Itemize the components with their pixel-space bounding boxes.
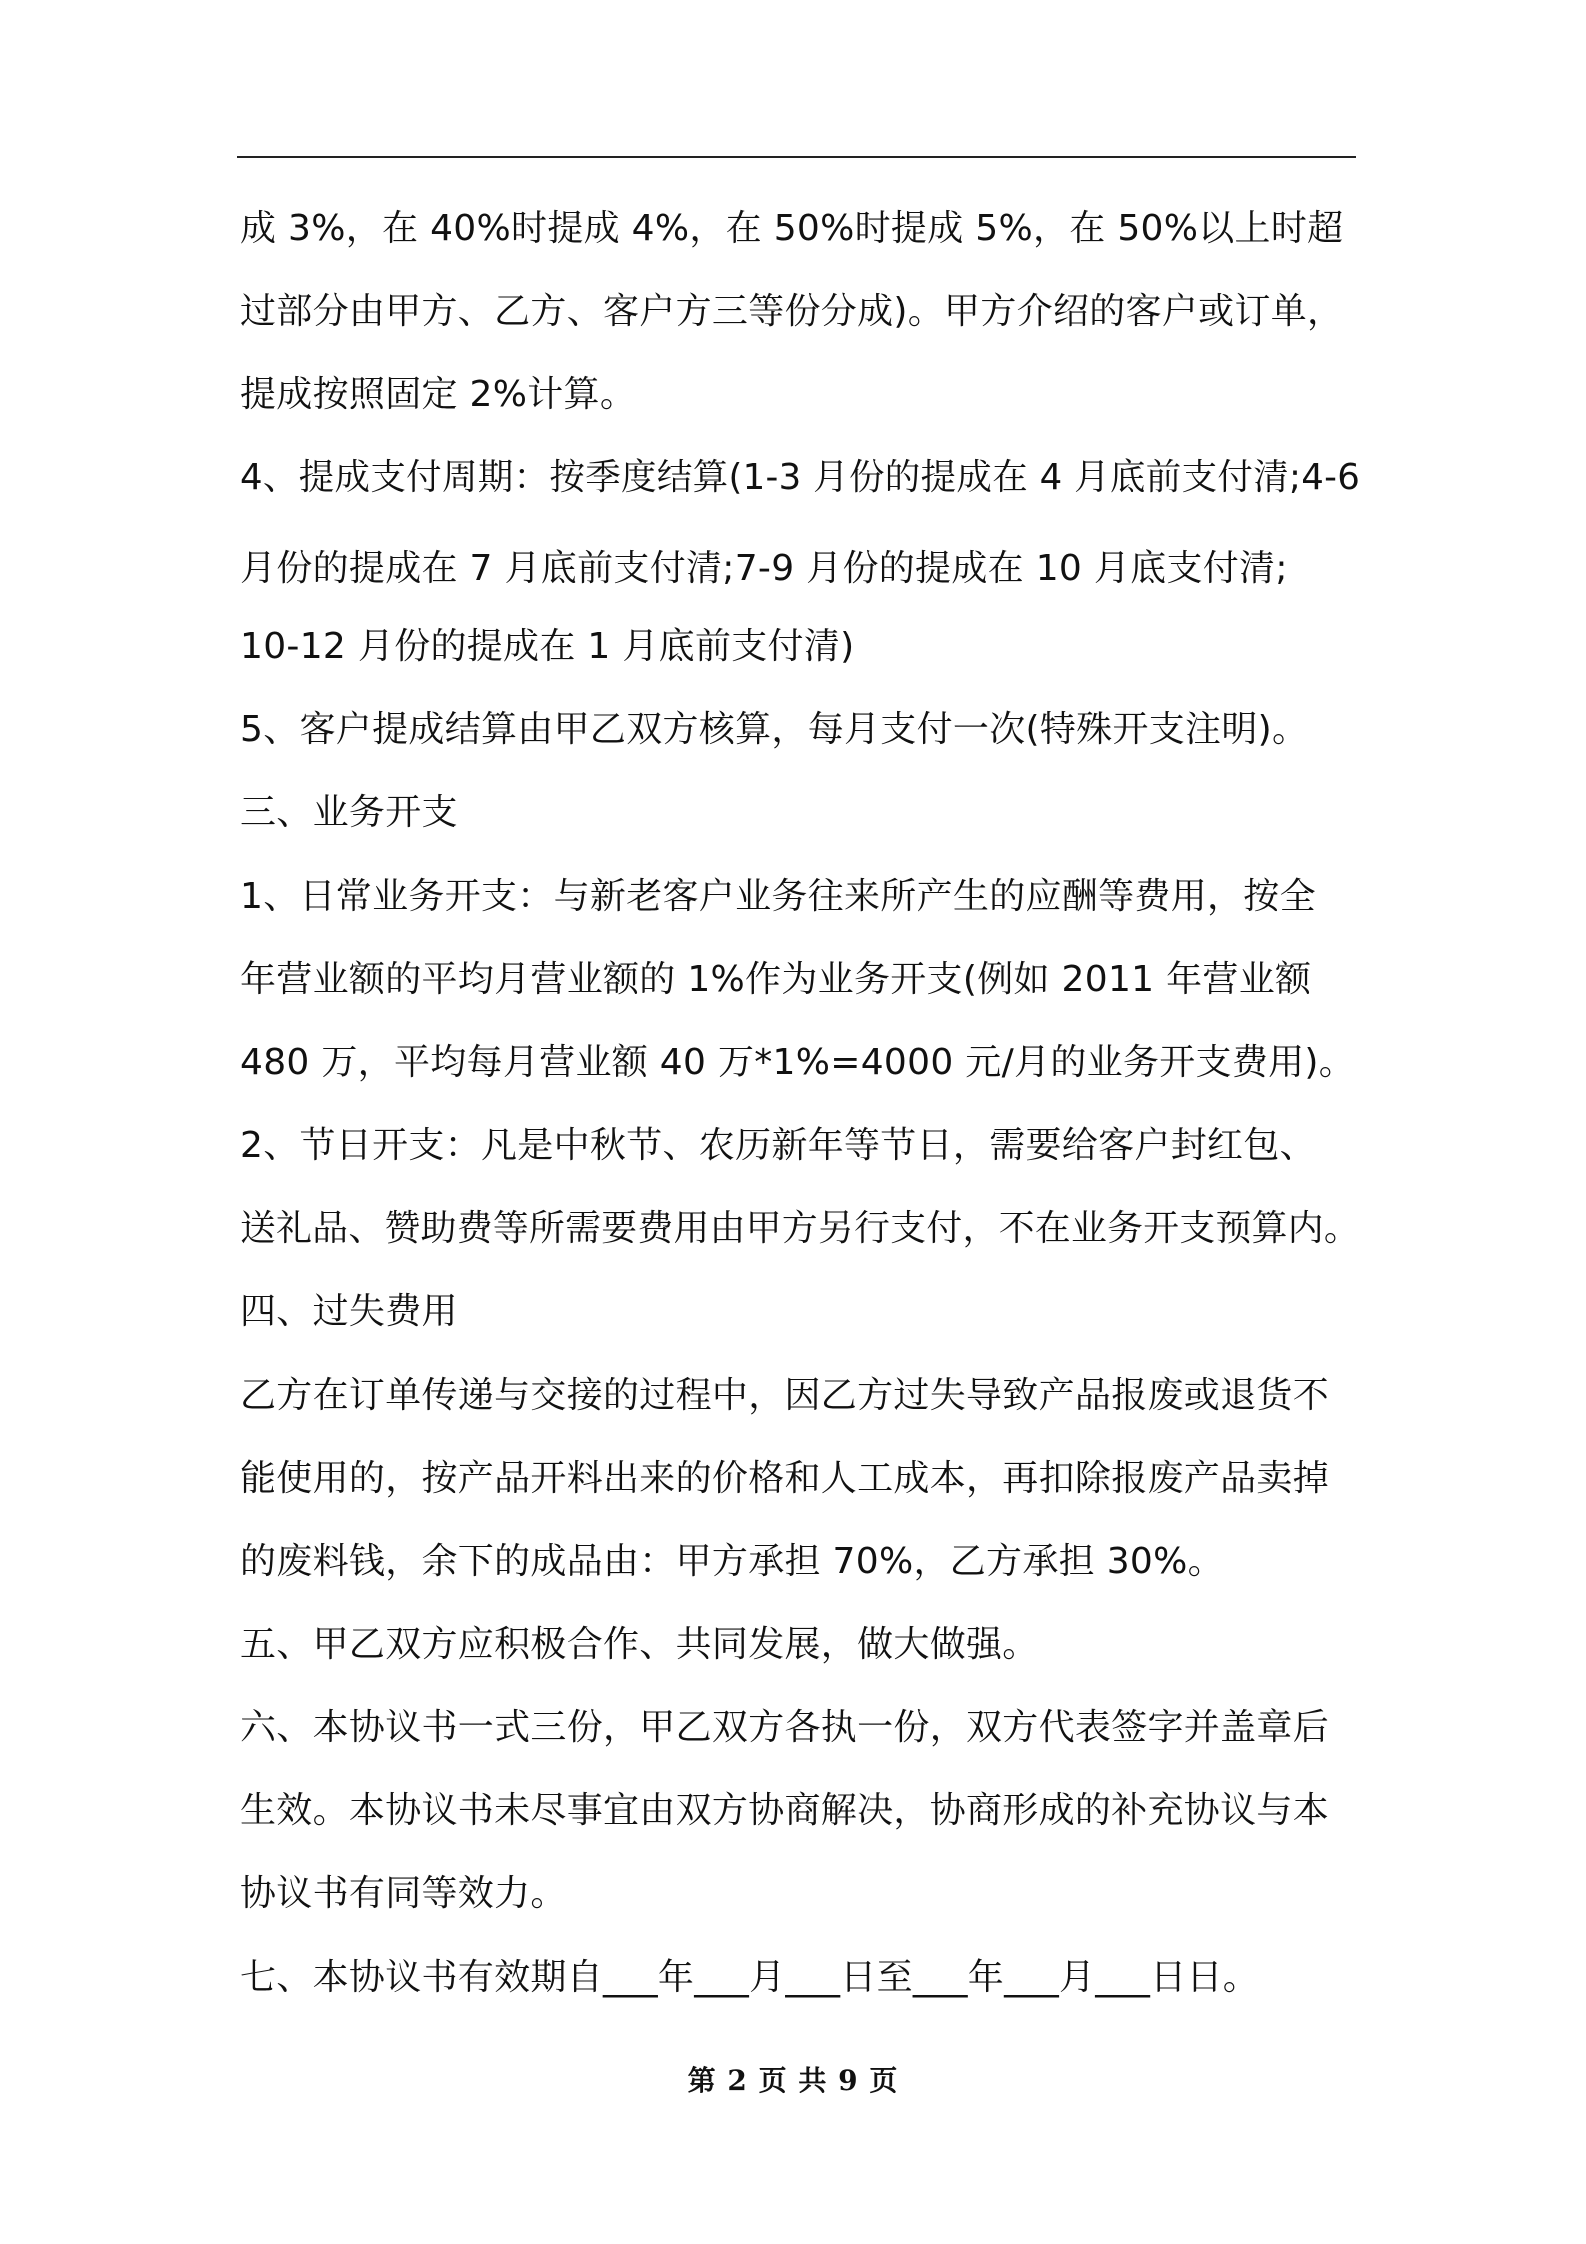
text-line: 5、客户提成结算由甲乙双方核算，每月支付一次(特殊开支注明)。 — [240, 709, 1309, 750]
text-line: 能使用的，按产品开料出来的价格和人工成本，再扣除报废产品卖掉 — [240, 1458, 1330, 1499]
text-line: 的废料钱，余下的成品由：甲方承担 70%，乙方承担 30%。 — [240, 1541, 1224, 1582]
section-heading: 七、本协议书有效期自___年___月___日至___年___月___日日。 — [240, 1957, 1260, 1998]
text-line: 过部分由甲方、乙方、客户方三等份分成)。甲方介绍的客户或订单， — [240, 291, 1344, 332]
text-line: 10-12 月份的提成在 1 月底前支付清) — [240, 626, 855, 667]
text-line: 提成按照固定 2%计算。 — [240, 374, 637, 415]
section-heading: 三、业务开支 — [240, 792, 458, 833]
header-rule — [237, 156, 1356, 158]
text-line: 年营业额的平均月营业额的 1%作为业务开支(例如 2011 年营业额 — [240, 959, 1312, 1000]
page-number: 第 2 页 共 9 页 — [687, 2064, 899, 2097]
text-line: 月份的提成在 7 月底前支付清;7-9 月份的提成在 10 月底支付清; — [240, 548, 1288, 589]
page-footer — [0, 2063, 1586, 2099]
text-line: 协议书有同等效力。 — [240, 1873, 567, 1914]
text-line: 480 万，平均每月营业额 40 万*1%=4000 元/月的业务开支费用)。 — [240, 1042, 1356, 1083]
text-line: 生效。本协议书未尽事宜由双方协商解决，协商形成的补充协议与本 — [240, 1790, 1330, 1831]
text-line: 乙方在订单传递与交接的过程中，因乙方过失导致产品报废或退货不 — [240, 1375, 1330, 1416]
section-heading: 六、本协议书一式三份，甲乙双方各执一份，双方代表签字并盖章后 — [240, 1707, 1330, 1748]
text-line: 2、节日开支：凡是中秋节、农历新年等节日，需要给客户封红包、 — [240, 1125, 1316, 1166]
section-heading: 五、甲乙双方应积极合作、共同发展，做大做强。 — [240, 1624, 1039, 1665]
text-line: 成 3%，在 40%时提成 4%，在 50%时提成 5%，在 50%以上时超 — [240, 208, 1344, 249]
section-heading: 四、过失费用 — [240, 1291, 458, 1332]
text-line: 1、日常业务开支：与新老客户业务往来所产生的应酬等费用，按全 — [240, 876, 1316, 917]
text-line: 4、提成支付周期：按季度结算(1-3 月份的提成在 4 月底前支付清;4-6 — [240, 457, 1361, 498]
text-line: 送礼品、赞助费等所需要费用由甲方另行支付，不在业务开支预算内。 — [240, 1208, 1360, 1249]
